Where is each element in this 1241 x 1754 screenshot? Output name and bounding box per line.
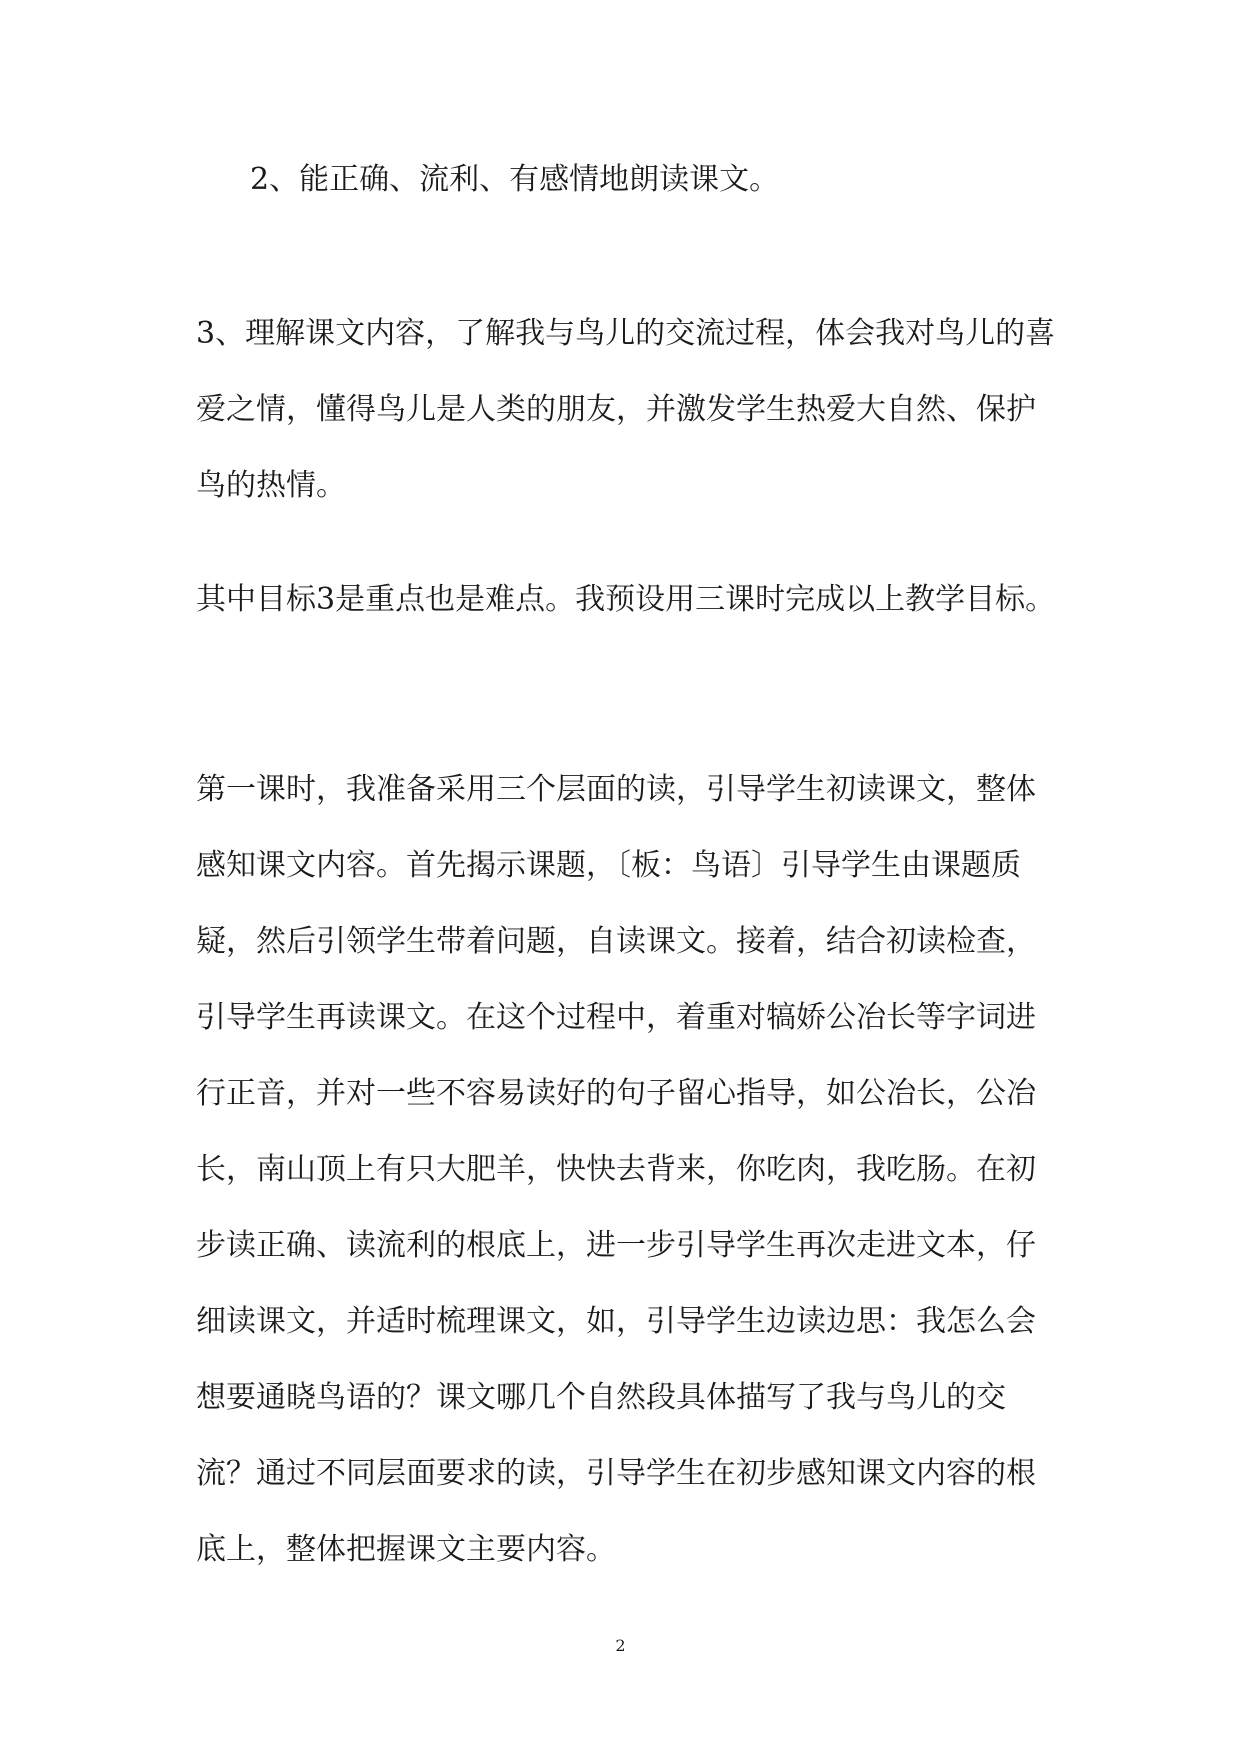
paragraph-goal-2: 2、能正确、流利、有感情地朗读课文。 [250,162,780,197]
paragraph-first-lesson: 第一课时，我准备采用三个层面的读，引导学生初读课文，整体感知课文内容。首先揭示课题，〔板：鸟语〕引导学生由课题质疑，然后引领学生带着问题，自读课文。接着，结合初读检查，引导学生再读课文。在这个过程中，着重对犒娇公冶长等字词进行正音，并对一些不容易读好的句子留心指导，如公冶长，公冶长，南山顶上有只大肥羊，快快去背来，你吃肉，我吃肠。在初步读正确、读流利的根底上，进一步引导学生再次走进文本，仔细读课文，并适时梳理课文，如，引导学生边读边思：我怎么会想要通晓鸟语的？课文哪几个自然段具体描写了我与鸟儿的交流？通过不同层面要求的读，引导学生在初步感知课文内容的根底上，整体把握课文主要内容。 [196,772,1036,1567]
paragraph-key-point: 其中目标3是重点也是难点。我预设用三课时完成以上教学目标。 [196,582,1056,617]
page-number: 2 [615,1636,626,1655]
paragraph-goal-3: 3、理解课文内容，了解我与鸟儿的交流过程，体会我对鸟儿的喜爱之情，懂得鸟儿是人类的朋友，并激发学生热爱大自然、保护鸟的热情。 [196,316,1056,503]
